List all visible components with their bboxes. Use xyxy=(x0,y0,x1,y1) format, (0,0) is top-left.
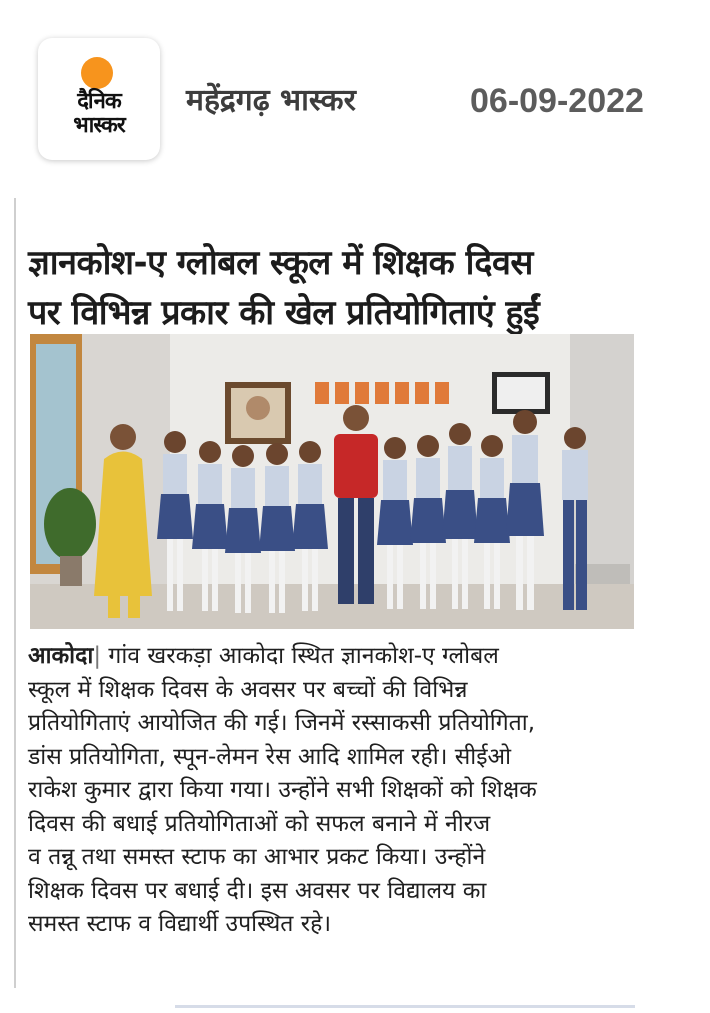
body-line: समस्त स्टाफ व विद्यार्थी उपस्थित रहे। xyxy=(28,911,332,937)
body-line: गांव खरकड़ा आकोदा स्थित ज्ञानकोश-ए ग्लोबल xyxy=(101,643,499,669)
body-line: राकेश कुमार द्वारा किया गया। उन्होंने सभी शिक्षकों को शिक्षक xyxy=(28,777,537,803)
body-line: डांस प्रतियोगिता, स्पून-लेमन रेस आदि शामिल रही। सीईओ xyxy=(28,743,512,770)
body-line: शिक्षक दिवस पर बधाई दी। इस अवसर पर विद्यालय का xyxy=(28,877,487,904)
column-divider xyxy=(14,198,16,988)
logo-text-line2: भास्कर xyxy=(73,113,125,138)
headline-line-1: ज्ञानकोश-ए ग्लोबल स्कूल में शिक्षक दिवस xyxy=(28,243,533,283)
app-header xyxy=(0,0,710,200)
edition-name: महेंद्रगढ़ भास्कर xyxy=(186,83,356,118)
logo-text-line1: दैनिक xyxy=(77,89,121,114)
article-photo xyxy=(30,334,634,629)
sun-icon xyxy=(81,57,113,89)
publication-date: 06-09-2022 xyxy=(470,82,644,120)
body-line: स्कूल में शिक्षक दिवस के अवसर पर बच्चों की विभिन्न xyxy=(28,676,468,703)
article-body xyxy=(28,640,638,942)
body-line: व तन्नू तथा समस्त स्टाफ का आभार प्रकट किया। उन्होंने xyxy=(28,844,486,870)
headline-line-2: पर विभिन्न प्रकार की खेल प्रतियोगिताएं हुईं xyxy=(28,293,540,333)
body-line: प्रतियोगिताएं आयोजित की गई। जिनमें रस्साकसी प्रतियोगिता, xyxy=(28,710,536,736)
bottom-divider xyxy=(175,1005,635,1008)
body-line: दिवस की बधाई प्रतियोगिताओं को सफल बनाने में नीरज xyxy=(28,810,491,837)
article-headline xyxy=(28,238,638,338)
cut-off-previous-article xyxy=(30,184,500,210)
dateline-separator: | xyxy=(93,643,102,669)
body-first-line xyxy=(28,640,638,674)
dateline: आकोदा xyxy=(28,643,94,669)
